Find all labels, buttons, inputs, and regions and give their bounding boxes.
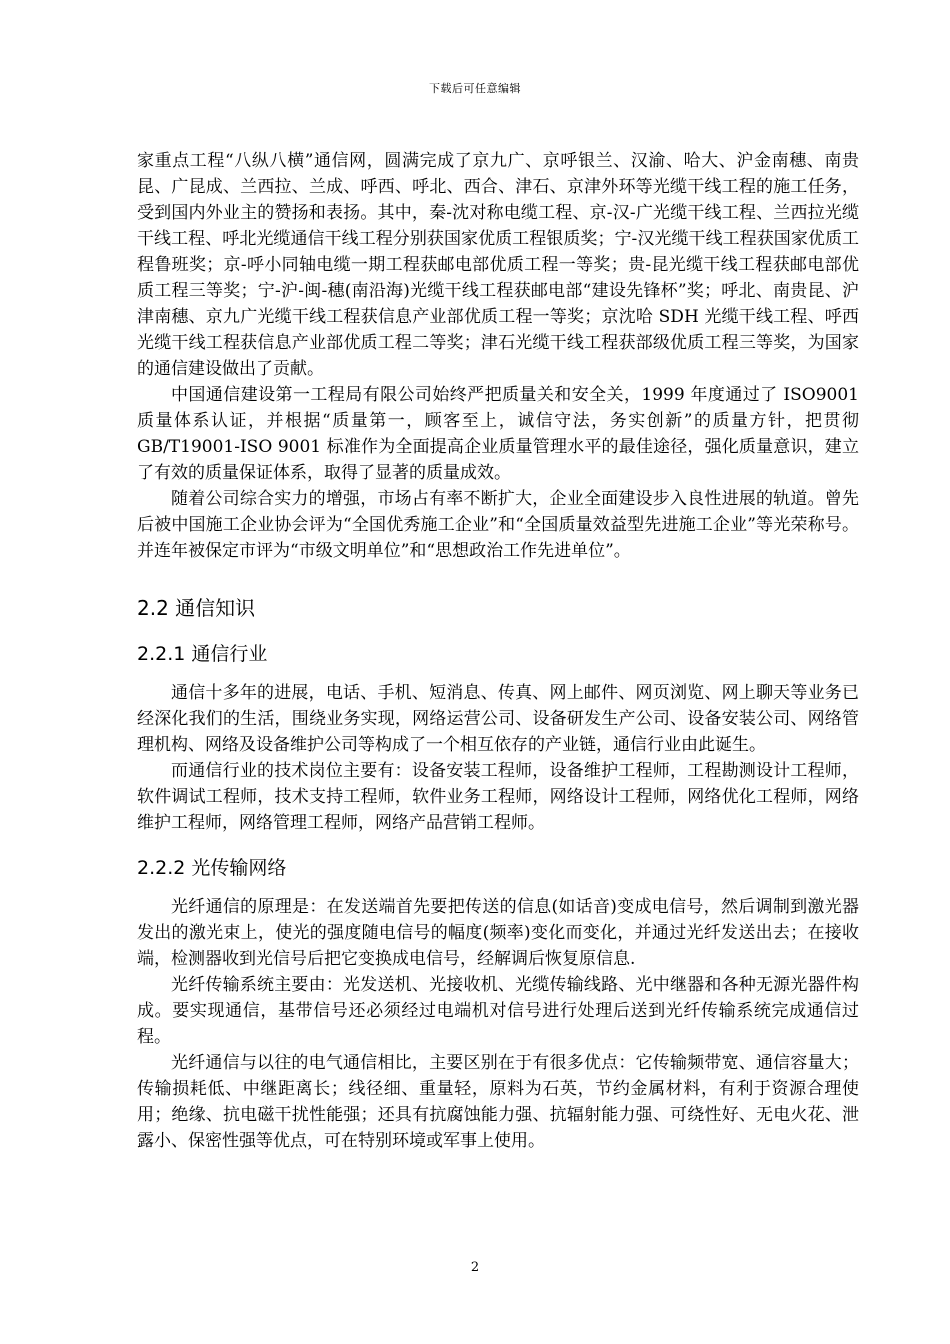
- subsection-heading-2-2-2: 2.2.2 光传输网络: [137, 857, 287, 879]
- paragraph-intro-3: 随着公司综合实力的增强，市场占有率不断扩大，企业全面建设步入良性进展的轨道。曾先后被中国施工企业协会评为“全国优秀施工企业”和“全国质量效益型先进施工企业”等光荣称号。并连年被保定市评为“市级文明单位”和“思想政治工作先进单位”。: [137, 489, 859, 561]
- paragraph-2-2-2-a: 光纤通信的原理是：在发送端首先要把传送的信息(如话音)变成电信号，然后调制到激光器发出的激光束上，使光的强度随电信号的幅度(频率)变化而变化，并通过光纤发送出去；在接收端，检测器收到光信号后把它变换成电信号，经解调后恢复原信息.: [137, 897, 859, 969]
- paragraph-intro-1: 家重点工程“八纵八横”通信网，圆满完成了京九广、京呼银兰、汉渝、哈大、沪金南穗、南贵昆、广昆成、兰西拉、兰成、呼西、呼北、西合、津石、京津外环等光缆干线工程的施工任务，受到国内外业主的赞扬和表扬。其中，秦-沈对称电缆工程、京-汉-广光缆干线工程、兰西拉光缆干线工程、呼北光缆通信干线工程分别获国家优质工程银质奖；宁-汉光缆干线工程获国家优质工程鲁班奖；京-呼小同轴电缆一期工程获邮电部优质工程一等奖；贵-昆光缆干线工程获邮电部优质工程三等奖；宁-沪-闽-穗(南沿海)光缆干线工程获邮电部“建设先锋杯”奖；呼北、南贵昆、沪津南穗、京九广光缆干线工程获信息产业部优质工程一等奖；京沈哈 SDH 光缆干线工程、呼西光缆干线工程获信息产业部优质工程二等奖；津石光缆干线工程获部级优质工程三等奖，为国家的通信建设做出了贡献。: [137, 151, 859, 379]
- section-heading-2-2: 2.2 通信知识: [137, 596, 256, 620]
- paragraph-2-2-1-b: 而通信行业的技术岗位主要有：设备安装工程师，设备维护工程师，工程勘测设计工程师，软件调试工程师，技术支持工程师，软件业务工程师，网络设计工程师，网络优化工程师，网络维护工程师，网络管理工程师，网络产品营销工程师。: [137, 761, 859, 833]
- page-header: 下载后可任意编辑: [429, 82, 521, 95]
- page-number: 2: [470, 1260, 480, 1275]
- paragraph-2-2-2-c: 光纤通信与以往的电气通信相比，主要区别在于有很多优点：它传输频带宽、通信容量大；传输损耗低、中继距离长；线径细、重量轻，原料为石英，节约金属材料，有利于资源合理使用；绝缘、抗电磁干扰性能强；还具有抗腐蚀能力强、抗辐射能力强、可绕性好、无电火花、泄露小、保密性强等优点，可在特别环境或军事上使用。: [137, 1053, 859, 1151]
- paragraph-intro-2: 中国通信建设第一工程局有限公司始终严把质量关和安全关，1999 年度通过了 ISO9001 质量体系认证，并根据“质量第一，顾客至上，诚信守法，务实创新”的质量方针，把贯彻 GB/T19001-ISO 9001 标准作为全面提高企业质量管理水平的最佳途径，强化质量意识，建立了有效的质量保证体系，取得了显著的质量成效。: [137, 385, 859, 483]
- paragraph-2-2-2-b: 光纤传输系统主要由：光发送机、光接收机、光缆传输线路、光中继器和各种无源光器件构成。要实现通信，基带信号还必须经过电端机对信号进行处理后送到光纤传输系统完成通信过程。: [137, 975, 859, 1047]
- subsection-heading-2-2-1: 2.2.1 通信行业: [137, 643, 268, 665]
- paragraph-2-2-1-a: 通信十多年的进展，电话、手机、短消息、传真、网上邮件、网页浏览、网上聊天等业务已经深化我们的生活，围绕业务实现，网络运营公司、设备研发生产公司、设备安装公司、网络管理机构、网络及设备维护公司等构成了一个相互依存的产业链，通信行业由此诞生。: [137, 683, 859, 755]
- document-body: [137, 148, 859, 1154]
